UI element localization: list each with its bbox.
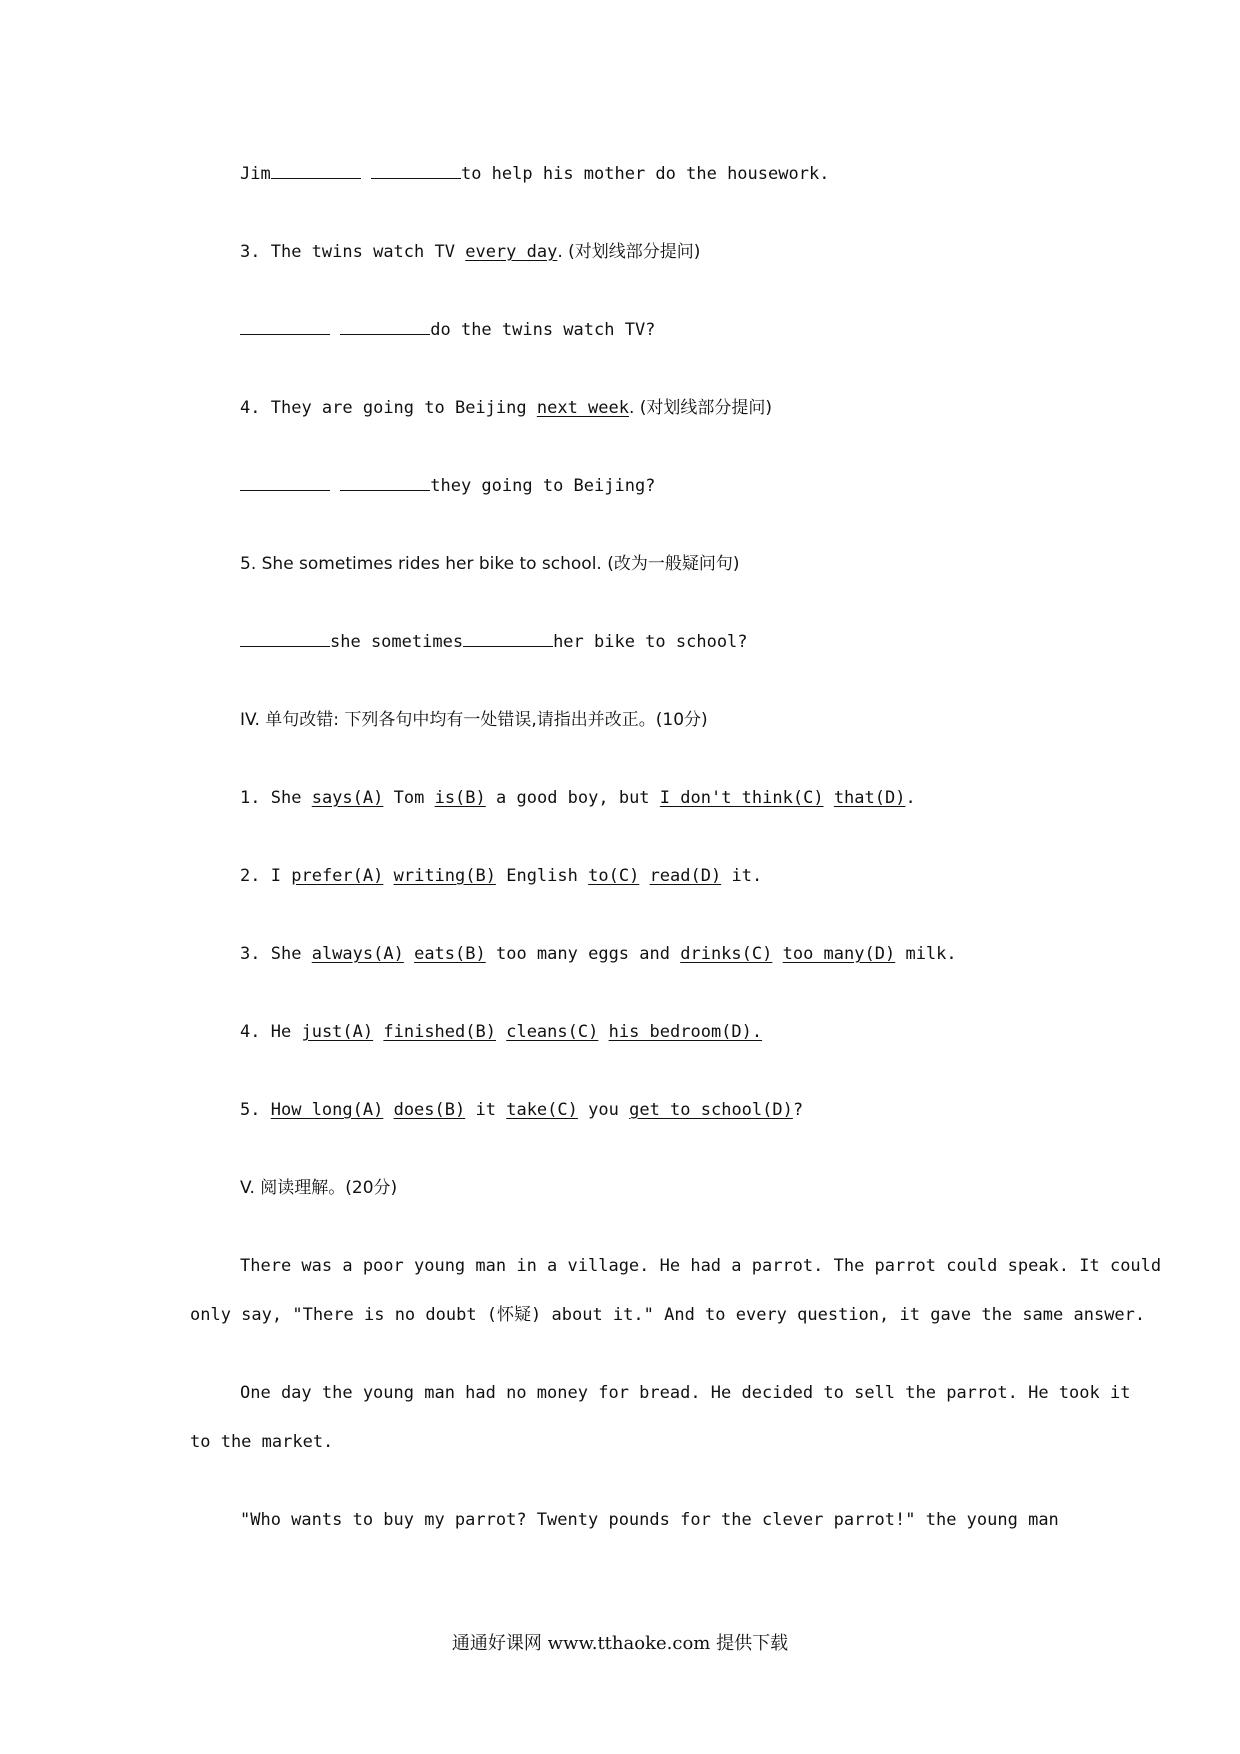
correction-5: 5. How long(A) does(B) it take(C) you get to school(D)? [240,1100,804,1120]
answer-line-3: do the twins watch TV? [240,318,655,342]
reading-line: One day the young man had no money for bread. He decided to sell the parrot. He took it [240,1383,1131,1403]
reading-line: only say, "There is no doubt (怀疑) about it." And to every question, it gave the same answer. [190,1305,1146,1325]
answer-blank[interactable] [371,177,461,179]
section-5-title: V. 阅读理解。(20分) [240,1178,398,1198]
section-4-title: IV. 单句改错: 下列各句中均有一处错误,请指出并改正。(10分) [240,710,708,730]
correction-3: 3. She always(A) eats(B) too many eggs and drinks(C) too many(D) milk. [240,944,957,964]
question-3: 3. The twins watch TV every day. (对划线部分提问) [240,242,701,262]
underlined-phrase: every day [465,242,558,262]
underlined-phrase: next week [536,398,629,418]
answer-blank[interactable] [271,177,361,179]
correction-2: 2. I prefer(A) writing(B) English to(C) read(D) it. [240,866,763,886]
fill-in-line-jim: Jim to help his mother do the housework. [240,164,830,184]
reading-line: "Who wants to buy my parrot? Twenty pounds for the clever parrot!" the young man [240,1510,1059,1530]
answer-line-5: she sometimes her bike to school? [240,630,748,654]
answer-line-4: they going to Beijing? [240,474,655,498]
reading-line: There was a poor young man in a village. He had a parrot. The parrot could speak. It could [240,1256,1162,1276]
answer-blank[interactable] [240,645,330,647]
question-5: 5. She sometimes rides her bike to school. (改为一般疑问句) [240,554,740,574]
answer-blank[interactable] [340,333,430,335]
page-footer: 通通好课网 www.tthaoke.com 提供下载 [451,1633,789,1654]
correction-1: 1. She says(A) Tom is(B) a good boy, but I don't think(C) that(D). [240,788,916,808]
question-4: 4. They are going to Beijing next week. (对划线部分提问) [240,398,773,418]
answer-blank[interactable] [463,645,553,647]
answer-blank[interactable] [240,333,330,335]
answer-blank[interactable] [240,489,330,491]
answer-blank[interactable] [340,489,430,491]
reading-line: to the market. [190,1432,334,1452]
correction-4: 4. He just(A) finished(B) cleans(C) his bedroom(D). [240,1022,763,1042]
